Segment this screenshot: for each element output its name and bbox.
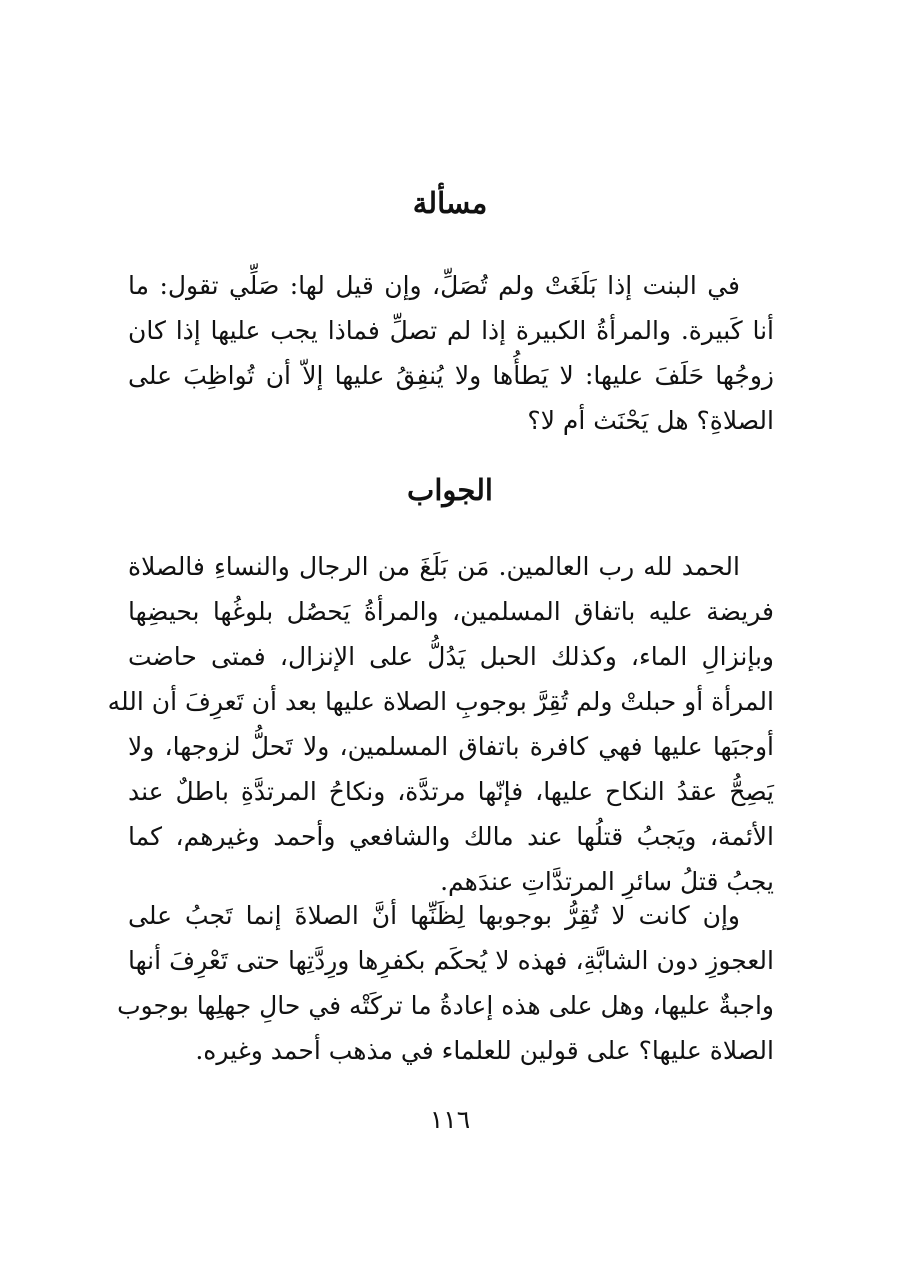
- text-line: الصلاة عليها؟ على قولين للعلماء في مذهب أحمد وغيره.: [195, 1036, 774, 1065]
- question-heading: مسألة: [412, 186, 488, 220]
- text-line: في البنت إذا بَلَغَتْ ولم تُصَلِّ، وإن قيل لها: صَلِّي تقول: ما: [128, 271, 740, 300]
- text-line: زوجُها حَلَفَ عليها: لا يَطأُها ولا يُنفِقُ عليها إلاّ أن تُواظِبَ على: [128, 361, 774, 390]
- text-line: يجبُ قتلُ سائرِ المرتدَّاتِ عندَهم.: [440, 867, 774, 896]
- text-line: أوجبَها عليها فهي كافرة باتفاق المسلمين، ولا تَحلُّ لزوجها، ولا: [128, 732, 774, 761]
- question-paragraph: [128, 263, 774, 443]
- answer-paragraph-1: [107, 544, 774, 904]
- answer-paragraph-2: [117, 893, 774, 1073]
- answer-heading: الجواب: [407, 473, 493, 507]
- text-line: الصلاةِ؟ هل يَحْنَث أم لا؟: [527, 406, 774, 435]
- text-line: الأئمة، ويَجبُ قتلُها عند مالك والشافعي وأحمد وغيرهم، كما: [128, 822, 774, 851]
- text-line: أنا كَبيرة. والمرأةُ الكبيرة إذا لم تصلِّ فماذا يجب عليها إذا كان: [128, 316, 774, 345]
- text-line: وبإنزالِ الماء، وكذلك الحبل يَدُلُّ على الإنزال، فمتى حاضت: [128, 642, 774, 671]
- page-number: ١١٦: [429, 1105, 471, 1134]
- text-line: وإن كانت لا تُقِرُّ بوجوبها لِظَنِّها أنَّ الصلاةَ إنما تَجبُ على: [128, 901, 740, 930]
- text-line: المرأة أو حبلتْ ولم تُقِرَّ بوجوبِ الصلاة عليها بعد أن تَعرِفَ أن الله: [107, 687, 774, 716]
- text-line: العجوزِ دون الشابَّةِ، فهذه لا يُحكَم بكفرِها ورِدَّتِها حتى تَعْرِفَ أنها: [128, 946, 774, 975]
- text-line: يَصِحُّ عقدُ النكاح عليها، فإنّها مرتدَّة، ونكاحُ المرتدَّةِ باطلٌ عند: [128, 777, 774, 806]
- text-line: الحمد لله رب العالمين. مَن بَلَغَ من الرجال والنساءِ فالصلاة: [128, 552, 740, 581]
- text-line: واجبةٌ عليها، وهل على هذه إعادةُ ما تركَتْه في حالِ جهلِها بوجوب: [117, 991, 774, 1020]
- text-line: فريضة عليه باتفاق المسلمين، والمرأةُ يَحصُل بلوغُها بحيضِها: [128, 597, 774, 626]
